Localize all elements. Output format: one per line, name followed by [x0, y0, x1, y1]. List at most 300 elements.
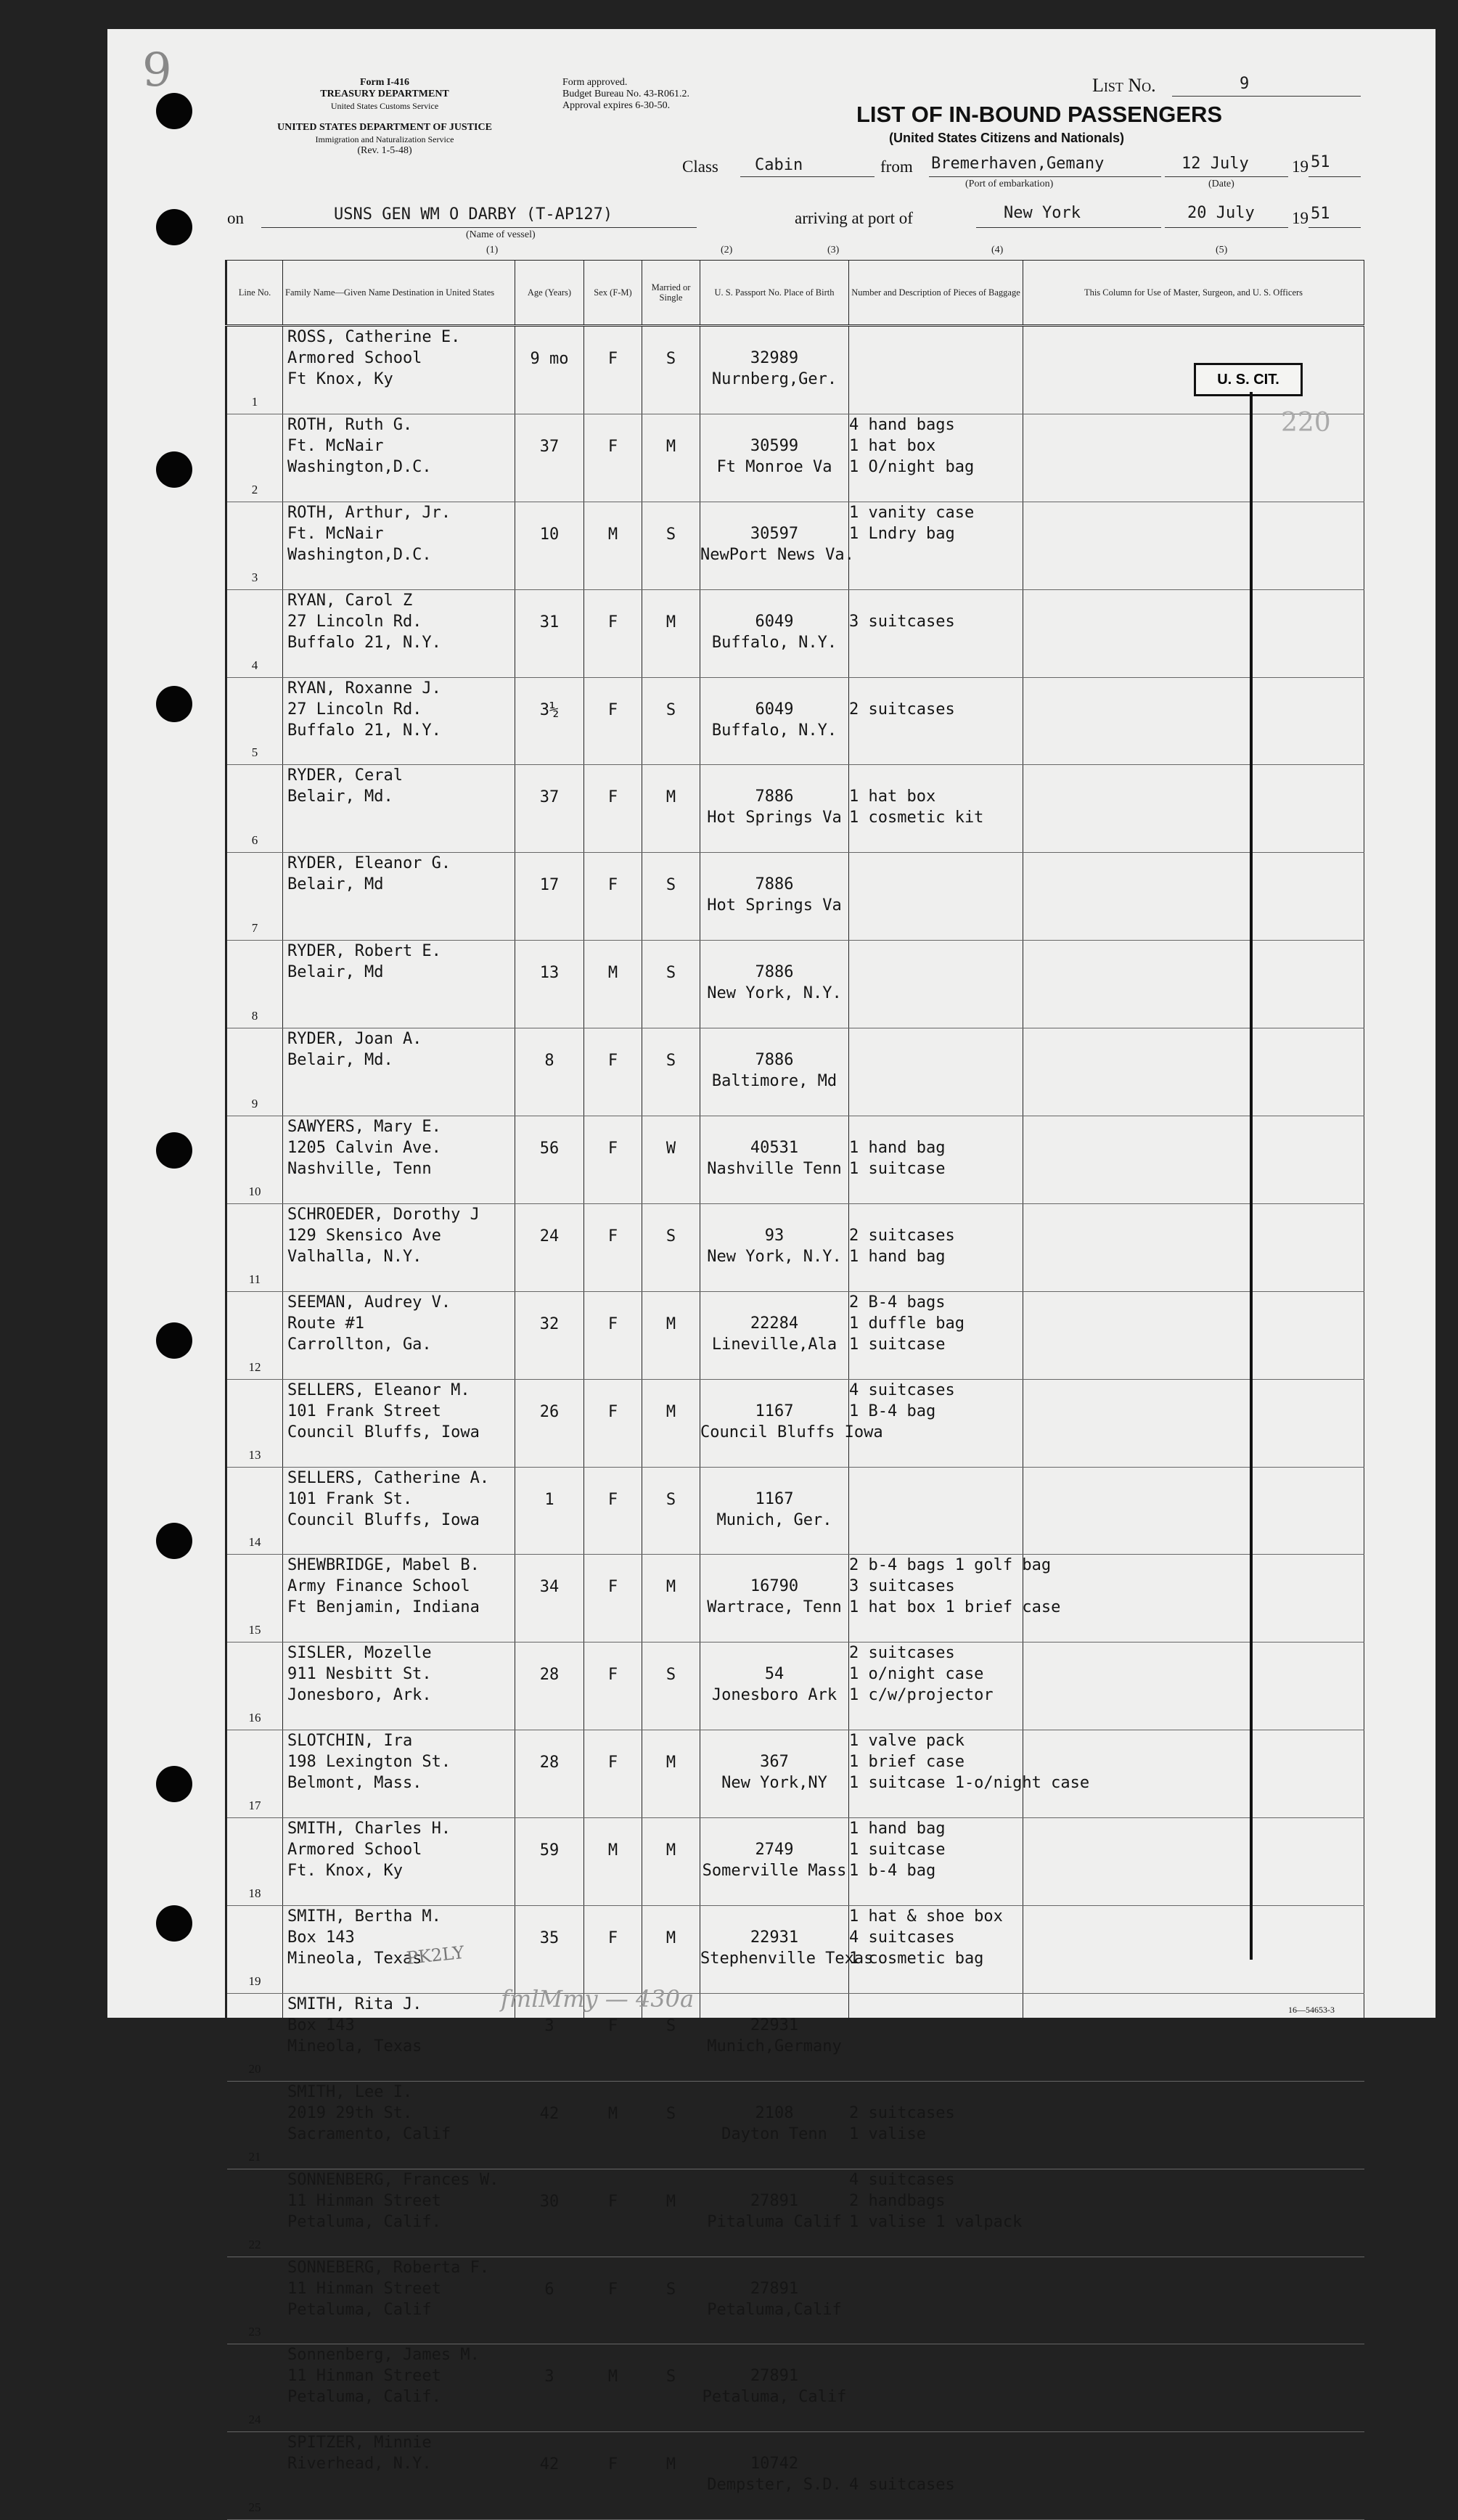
line-number: 25 — [226, 2432, 283, 2520]
address-line-1: Ft. McNair — [287, 524, 384, 543]
place-of-birth: Buffalo, N.Y. — [711, 721, 837, 740]
address-line-2: Ft Benjamin, Indiana — [287, 1598, 480, 1617]
address-line-2: Petaluma, Calif. — [287, 2388, 441, 2407]
baggage-line — [849, 1994, 1023, 2015]
officer-cell — [1023, 1116, 1364, 1204]
baggage-cell — [849, 589, 1023, 677]
officer-cell — [1023, 1818, 1364, 1906]
place-of-birth: Dempster, S.D. — [707, 2476, 842, 2495]
age: 8 — [515, 1028, 584, 1116]
treasury-dept: TREASURY DEPARTMENT — [320, 89, 449, 99]
address-line-1: Armored School — [287, 1841, 422, 1860]
passenger-cell — [283, 2432, 515, 2520]
table-row — [226, 1467, 1364, 1555]
page-title: LIST OF IN-BOUND PASSENGERS — [856, 102, 1223, 127]
list-number-value: 9 — [1240, 75, 1250, 93]
passport-cell — [700, 2169, 849, 2257]
line-number: 10 — [226, 1116, 283, 1204]
line-number: 23 — [226, 2257, 283, 2344]
marital-status: M — [642, 589, 700, 677]
marital-status: M — [642, 1379, 700, 1467]
arrival-year-line — [1308, 227, 1361, 228]
page-subtitle: (United States Citizens and Nationals) — [889, 131, 1125, 145]
sex: M — [584, 941, 642, 1028]
passport-number: 27891 — [750, 2279, 799, 2298]
marital-status: S — [642, 1993, 700, 2081]
baggage-cell — [849, 1818, 1023, 1906]
passenger-name: SEEMAN, Audrey V. — [287, 1293, 451, 1312]
place-of-birth: Wartrace, Tenn — [707, 1598, 842, 1617]
address-line-1: 101 Frank St. — [287, 1489, 413, 1508]
col-age: Age (Years) — [515, 261, 584, 326]
line-number: 22 — [226, 2169, 283, 2257]
age: 1 — [515, 1467, 584, 1555]
passenger-cell — [283, 326, 515, 414]
address-line-2: Buffalo 21, N.Y. — [287, 721, 441, 740]
baggage-line — [849, 853, 1023, 874]
baggage-line: 1 suitcase 1-o/night case — [849, 1774, 1090, 1793]
baggage-line: 1 hand bag — [849, 1820, 946, 1838]
passenger-name: SLOTCHIN, Ira — [287, 1732, 413, 1751]
line-number: 5 — [226, 677, 283, 765]
punch-hole — [156, 1523, 192, 1559]
address-line-1: Box 143 — [287, 1928, 355, 1947]
col-passport: U. S. Passport No. Place of Birth — [700, 261, 849, 326]
passenger-cell — [283, 502, 515, 589]
age: 28 — [515, 1730, 584, 1818]
column-ref-1: (1) — [486, 245, 499, 255]
table-row — [226, 1993, 1364, 2081]
age: 42 — [515, 2432, 584, 2520]
baggage-line — [849, 2278, 1023, 2299]
place-of-birth: Hot Springs Va — [707, 896, 842, 915]
age: 28 — [515, 1642, 584, 1730]
passenger-name: RYDER, Ceral — [287, 766, 403, 785]
embark-date: 12 July — [1181, 155, 1249, 173]
arrival-year-prefix: 19 — [1292, 209, 1308, 227]
sex: F — [584, 677, 642, 765]
table-row — [226, 2169, 1364, 2257]
baggage-cell — [849, 2169, 1023, 2257]
baggage-line: 4 suitcases — [849, 2476, 955, 2495]
baggage-line: 1 duffle bag — [849, 1314, 965, 1333]
officer-cell — [1023, 2081, 1364, 2169]
passenger-name: SMITH, Bertha M. — [287, 1907, 441, 1926]
marital-status: M — [642, 1730, 700, 1818]
baggage-line — [849, 895, 1023, 916]
arrival-date-line — [1165, 227, 1288, 228]
port-embark-line — [929, 176, 1161, 177]
table-body — [226, 326, 1364, 2520]
marital-status: M — [642, 1291, 700, 1379]
marital-status: M — [642, 2169, 700, 2257]
passport-number: 30599 — [750, 436, 799, 455]
baggage-line — [849, 1510, 1023, 1531]
age: 13 — [515, 941, 584, 1028]
passport-cell — [700, 1028, 849, 1116]
line-number: 20 — [226, 1993, 283, 2081]
age: 17 — [515, 853, 584, 941]
table-row — [226, 941, 1364, 1028]
line-number: 14 — [226, 1467, 283, 1555]
officer-cell — [1023, 1291, 1364, 1379]
marital-status: S — [642, 1642, 700, 1730]
officer-cell — [1023, 2432, 1364, 2520]
baggage-cell — [849, 2081, 1023, 2169]
baggage-line: 1 O/night bag — [849, 457, 975, 476]
col-baggage: Number and Description of Pieces of Baggage — [849, 261, 1023, 326]
passport-number: 27891 — [750, 2367, 799, 2386]
sex: M — [584, 1818, 642, 1906]
address-line-2: Sacramento, Calif — [287, 2124, 451, 2143]
col-married: Married or Single — [642, 261, 700, 326]
baggage-line — [849, 874, 1023, 895]
list-number-label: List No. — [1092, 75, 1156, 96]
officer-check-line — [1250, 392, 1253, 1960]
from-label: from — [880, 158, 913, 176]
passport-number: 40531 — [750, 1139, 799, 1158]
officer-cell — [1023, 677, 1364, 765]
passenger-name: RYDER, Robert E. — [287, 942, 441, 961]
age: 35 — [515, 1906, 584, 1994]
sex: F — [584, 1730, 642, 1818]
address-line-2: Washington,D.C. — [287, 545, 432, 564]
embark-year-line — [1308, 176, 1361, 177]
passport-cell — [700, 853, 849, 941]
age: 3½ — [515, 677, 584, 765]
passenger-name: SISLER, Mozelle — [287, 1644, 432, 1663]
passenger-cell — [283, 1028, 515, 1116]
age: 26 — [515, 1379, 584, 1467]
marital-status: M — [642, 2432, 700, 2520]
address-line-1: Army Finance School — [287, 1577, 470, 1596]
class-value: Cabin — [755, 156, 803, 174]
place-of-birth: Petaluma, Calif — [702, 2388, 847, 2407]
marital-status: M — [642, 1906, 700, 1994]
address-line-1: 11 Hinman Street — [287, 2279, 441, 2298]
officer-cell — [1023, 1467, 1364, 1555]
address-line-1: Ft. McNair — [287, 436, 384, 455]
officer-cell — [1023, 2257, 1364, 2344]
table-row — [226, 1291, 1364, 1379]
line-number: 13 — [226, 1379, 283, 1467]
passport-number: 93 — [764, 1226, 785, 1245]
baggage-cell — [849, 1291, 1023, 1379]
passport-number: 1167 — [755, 1402, 794, 1420]
age: 34 — [515, 1555, 584, 1642]
passenger-name: SCHROEDER, Dorothy J — [287, 1205, 480, 1224]
passenger-cell — [283, 941, 515, 1028]
baggage-line — [849, 983, 1023, 1004]
baggage-cell — [849, 1203, 1023, 1291]
list-number-line — [1172, 96, 1361, 97]
baggage-line: 4 suitcases — [849, 1928, 955, 1947]
table-row — [226, 2081, 1364, 2169]
passenger-cell — [283, 1291, 515, 1379]
column-ref-5: (5) — [1216, 245, 1228, 255]
sex: F — [584, 2432, 642, 2520]
baggage-line: 2 B-4 bags — [849, 1293, 946, 1312]
passport-cell — [700, 1379, 883, 1467]
passenger-cell — [283, 1730, 515, 1818]
passport-cell — [700, 1467, 849, 1555]
address-line-2 — [283, 895, 515, 916]
baggage-cell — [849, 502, 1023, 589]
address-line-2: Washington,D.C. — [287, 457, 432, 476]
line-number: 18 — [226, 1818, 283, 1906]
baggage-line: 1 hand bag — [849, 1139, 946, 1158]
address-line-2: Petaluma, Calif. — [287, 2212, 441, 2231]
passport-number: 27891 — [750, 2191, 799, 2210]
baggage-line: 1 valve pack — [849, 1732, 965, 1751]
passenger-cell — [283, 589, 515, 677]
baggage-line: 1 valise 1 valpack — [849, 2212, 1023, 2231]
address-line-1: 27 Lincoln Rd. — [287, 612, 422, 631]
address-line-2: Council Bluffs, Iowa — [287, 1423, 480, 1441]
baggage-line: 1 c/w/projector — [849, 1686, 994, 1705]
passport-number: 22931 — [750, 1928, 799, 1947]
officer-cell — [1023, 502, 1364, 589]
baggage-cell — [849, 2257, 1023, 2344]
marital-status: M — [642, 1818, 700, 1906]
line-number: 11 — [226, 1203, 283, 1291]
baggage-line: 2 suitcases — [849, 700, 955, 719]
passenger-name: ROSS, Catherine E. — [287, 328, 461, 346]
bottom-pencil-note: PK2LY — [405, 1942, 465, 1969]
marital-status: S — [642, 1028, 700, 1116]
table-row — [226, 1116, 1364, 1204]
place-of-birth: New York, N.Y. — [707, 1247, 842, 1266]
passport-number: 2749 — [755, 1841, 794, 1860]
punch-hole — [156, 451, 192, 488]
passenger-cell — [283, 765, 515, 853]
baggage-cell — [849, 1906, 1023, 1994]
sex: F — [584, 1116, 642, 1204]
baggage-cell — [849, 765, 1023, 853]
officer-cell — [1023, 1203, 1364, 1291]
place-of-birth: Petaluma,Calif — [707, 2300, 842, 2319]
line-number: 15 — [226, 1555, 283, 1642]
baggage-cell — [849, 1993, 1023, 2081]
passenger-name: ROTH, Arthur, Jr. — [287, 503, 451, 522]
address-line-2 — [283, 807, 515, 828]
officer-cell — [1023, 853, 1364, 941]
baggage-line: 1 hat box 1 brief case — [849, 1598, 1061, 1617]
address-line-1: 911 Nesbitt St. — [287, 1665, 432, 1684]
baggage-line: 1 B-4 bag — [849, 1402, 936, 1420]
officer-cell — [1023, 1555, 1364, 1642]
place-of-birth: Nashville Tenn — [707, 1160, 842, 1179]
on-label: on — [227, 209, 244, 227]
marital-status: S — [642, 677, 700, 765]
baggage-line — [849, 2432, 1023, 2453]
passport-cell — [700, 1116, 849, 1204]
table-row — [226, 1028, 1364, 1116]
marital-status: S — [642, 2257, 700, 2344]
address-line-2: Valhalla, N.Y. — [287, 1247, 422, 1266]
baggage-line — [849, 2257, 1023, 2278]
age: 6 — [515, 2257, 584, 2344]
passport-cell — [700, 1642, 849, 1730]
justice-dept: UNITED STATES DEPARTMENT OF JUSTICE — [277, 122, 492, 133]
passenger-name: SMITH, Lee I. — [287, 2082, 413, 2101]
table-row — [226, 502, 1364, 589]
age: 42 — [515, 2081, 584, 2169]
line-number: 4 — [226, 589, 283, 677]
passenger-cell — [283, 1203, 515, 1291]
sex: F — [584, 1467, 642, 1555]
sex: F — [584, 1379, 642, 1467]
officer-cell — [1023, 765, 1364, 853]
baggage-line: 1 vanity case — [849, 503, 975, 522]
line-number: 16 — [226, 1642, 283, 1730]
class-label: Class — [682, 158, 718, 176]
passenger-cell — [283, 2169, 515, 2257]
age: 3 — [515, 1993, 584, 2081]
sex: M — [584, 2081, 642, 2169]
marital-status: S — [642, 1467, 700, 1555]
sex: F — [584, 1555, 642, 1642]
address-line-1: 1205 Calvin Ave. — [287, 1139, 441, 1158]
baggage-line: 2 b-4 bags 1 golf bag — [849, 1556, 1052, 1575]
passenger-name: SONNENBERG, Frances W. — [287, 2170, 499, 2189]
passport-cell — [700, 1818, 849, 1906]
address-line-2: Jonesboro, Ark. — [287, 1686, 432, 1705]
baggage-line: 2 suitcases — [849, 1644, 955, 1663]
embark-year: 51 — [1311, 153, 1330, 171]
age: 3 — [515, 2344, 584, 2432]
sex: M — [584, 502, 642, 589]
baggage-line: 4 hand bags — [849, 415, 955, 434]
place-of-birth: New York, N.Y. — [707, 984, 842, 1003]
baggage-cell — [849, 2432, 1023, 2520]
address-line-1: Belair, Md — [287, 963, 384, 982]
age: 24 — [515, 1203, 584, 1291]
baggage-line — [849, 369, 1023, 390]
passenger-name: SMITH, Rita J. — [287, 1995, 422, 2013]
port-embark-caption: (Port of embarkation) — [965, 179, 1054, 189]
officer-cell — [1023, 1028, 1364, 1116]
address-line-1: 2019 29th St. — [287, 2103, 413, 2122]
baggage-line — [849, 632, 1023, 653]
sex: F — [584, 1906, 642, 1994]
baggage-line: 1 hat box — [849, 788, 936, 806]
baggage-line: 1 o/night case — [849, 1665, 984, 1684]
passenger-table — [225, 260, 1364, 2520]
passport-number: 6049 — [755, 612, 794, 631]
table-header-row — [226, 261, 1364, 326]
passenger-cell — [283, 1116, 515, 1204]
baggage-line: 2 suitcases — [849, 1226, 955, 1245]
baggage-cell — [849, 1730, 1090, 1818]
sex: F — [584, 2257, 642, 2344]
passport-cell — [700, 677, 849, 765]
line-number: 2 — [226, 414, 283, 502]
table-row — [226, 1203, 1364, 1291]
passport-cell — [700, 502, 854, 589]
punch-hole — [156, 1766, 192, 1802]
baggage-line: 2 handbags — [849, 2191, 946, 2210]
place-of-birth: Munich,Germany — [707, 2037, 842, 2055]
passport-number: 6049 — [755, 700, 794, 719]
line-number: 19 — [226, 1906, 283, 1994]
age: 56 — [515, 1116, 584, 1204]
form-number: Form I-416 — [359, 77, 410, 88]
passport-number: 7886 — [755, 1051, 794, 1070]
place-of-birth: Baltimore, Md — [711, 1072, 837, 1091]
passport-number: 54 — [764, 1665, 785, 1684]
passport-cell — [700, 1993, 849, 2081]
margin-number: 9 — [142, 44, 172, 97]
officer-cell — [1023, 2344, 1364, 2432]
passenger-name: RYAN, Roxanne J. — [287, 679, 441, 698]
baggage-line — [849, 1468, 1023, 1489]
table-row — [226, 589, 1364, 677]
arriving-label: arriving at port of — [795, 209, 913, 227]
line-number: 6 — [226, 765, 283, 853]
place-of-birth: Hot Springs Va — [707, 809, 842, 827]
baggage-cell — [849, 941, 1023, 1028]
line-number: 12 — [226, 1291, 283, 1379]
sex: F — [584, 1291, 642, 1379]
us-citizen-stamp: U. S. CIT. — [1194, 363, 1303, 396]
punch-hole — [156, 1905, 192, 1942]
baggage-line: 1 brief case — [849, 1753, 965, 1772]
table-row — [226, 2344, 1364, 2432]
marital-status: S — [642, 2081, 700, 2169]
address-line-2: Nashville, Tenn — [287, 1160, 432, 1179]
officer-cell — [1023, 2169, 1364, 2257]
age: 37 — [515, 765, 584, 853]
passport-cell — [700, 1555, 849, 1642]
baggage-line: 1 cosmetic bag — [849, 1950, 984, 1968]
passenger-cell — [283, 1467, 515, 1555]
arrival-year: 51 — [1311, 205, 1330, 223]
passport-number: 16790 — [750, 1577, 799, 1596]
sex: F — [584, 589, 642, 677]
baggage-cell — [849, 326, 1023, 414]
passport-number: 2108 — [755, 2103, 794, 2122]
form-revision: (Rev. 1-5-48) — [357, 145, 412, 156]
line-number: 7 — [226, 853, 283, 941]
form-approved: Form approved. — [562, 77, 628, 88]
baggage-line — [849, 941, 1023, 962]
passport-cell — [700, 2432, 849, 2520]
address-line-2: Petaluma, Calif — [287, 2300, 432, 2319]
baggage-line — [849, 1050, 1023, 1071]
baggage-line — [849, 2344, 1023, 2365]
passport-number: 32989 — [750, 349, 799, 367]
sex: F — [584, 1993, 642, 2081]
baggage-line — [849, 1422, 1023, 1443]
baggage-line: 4 suitcases — [849, 2170, 955, 2189]
address-line-1: 27 Lincoln Rd. — [287, 700, 422, 719]
baggage-line: 1 suitcase — [849, 1335, 946, 1354]
age: 30 — [515, 2169, 584, 2257]
age: 31 — [515, 589, 584, 677]
passenger-cell — [283, 853, 515, 941]
baggage-line — [849, 765, 1023, 786]
baggage-line — [849, 590, 1023, 611]
passenger-cell — [283, 1818, 515, 1906]
address-line-1: Belair, Md. — [287, 788, 393, 806]
ins-service: Immigration and Naturalization Service — [315, 134, 454, 144]
approval-expires: Approval expires 6-30-50. — [562, 100, 671, 111]
vessel-line — [261, 227, 697, 228]
address-line-2 — [283, 2474, 515, 2495]
passport-number: 7886 — [755, 963, 794, 982]
passenger-name: ROTH, Ruth G. — [287, 415, 413, 434]
